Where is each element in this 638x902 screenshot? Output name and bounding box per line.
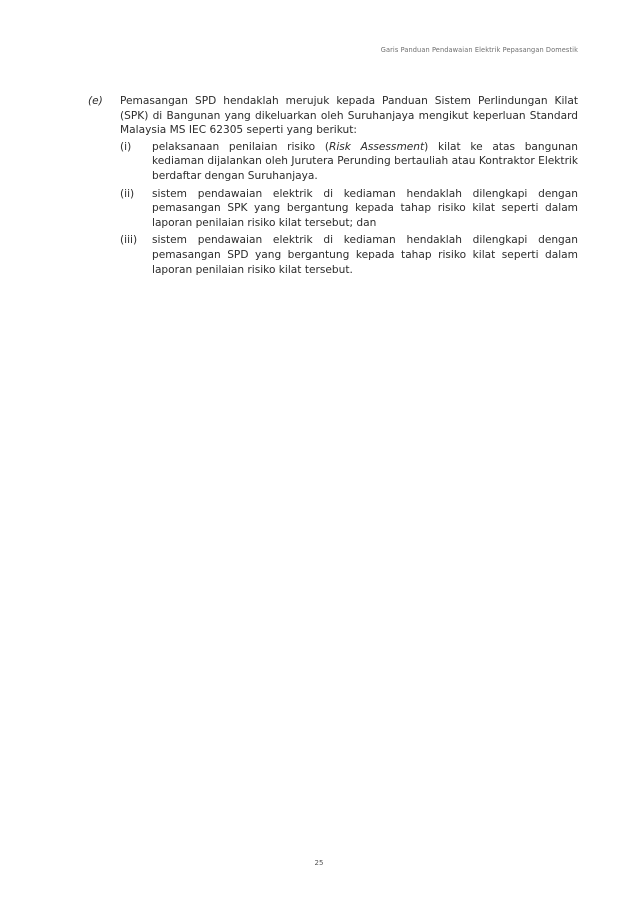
sub-item-text: sistem pendawaian elektrik di kediaman hendaklah dilengkapi dengan pemasangan SPD yang bergantung kepada tahap risiko kilat seperti dalam laporan penilaian risiko kilat tersebut. <box>152 234 578 276</box>
sub-item-list <box>120 140 578 277</box>
sub-item-iii <box>120 233 578 277</box>
clause-text: Pemasangan SPD hendaklah merujuk kepada Panduan Sistem Perlindungan Kilat (SPK) di Bangunan yang dikeluarkan oleh Suruhanjaya mengikut keperluan Standard Malaysia MS IEC 62305 seperti yang berikut: <box>120 95 578 137</box>
sub-item-label: (i) <box>120 140 132 153</box>
sub-item-text-after: ) kilat ke atas bangunan kediaman dijalankan oleh Jurutera Perunding bertauliah atau Kontraktor Elektrik berdaftar dengan Suruhanjaya. <box>152 140 578 182</box>
document-body <box>88 94 578 277</box>
clause-body <box>120 94 578 277</box>
sub-item-ii <box>120 187 578 231</box>
sub-item-label: (ii) <box>120 187 135 200</box>
sub-item-i <box>120 140 578 184</box>
sub-item-text <box>152 140 578 184</box>
sub-item-text-italic: Risk Assessment <box>328 140 425 153</box>
clause-label: (e) <box>88 95 103 107</box>
sub-item-label: (iii) <box>120 234 138 247</box>
running-header: Garis Panduan Pendawaian Elektrik Pepasangan Domestik <box>380 46 578 54</box>
sub-item-text-before: pelaksanaan penilaian risiko ( <box>152 140 329 153</box>
sub-item-text: sistem pendawaian elektrik di kediaman hendaklah dilengkapi dengan pemasangan SPK yang bergantung kepada tahap risiko kilat seperti dalam laporan penilaian risiko kilat tersebut; dan <box>152 187 578 229</box>
clause-e <box>88 94 578 277</box>
page-number: 25 <box>314 859 324 867</box>
